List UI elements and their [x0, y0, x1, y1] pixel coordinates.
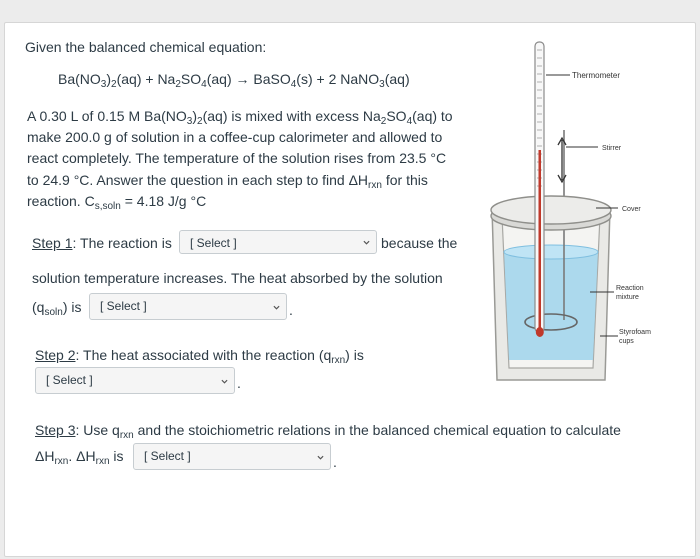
chevron-down-icon — [273, 304, 280, 311]
thermometer-mercury — [539, 150, 542, 330]
reaction-label-2: mixture — [616, 294, 639, 301]
step1-period: . — [289, 302, 293, 318]
select-value: [ Select ] — [144, 449, 191, 463]
step3-text: Step 3: Use $q_{rxn}$ and the stoichiometric relations in the balanced chemical equation to calculate — [35, 422, 621, 441]
problem-line-4: to 24.9 °C. Answer the question in each step to find $\Delta H_{rxn}$ for this — [27, 172, 428, 191]
cups-label-1: Styrofoam — [619, 329, 651, 336]
select-value: [ Select ] — [190, 236, 237, 250]
select-value: [ Select ] — [46, 373, 93, 387]
step1-reaction-type-select[interactable] — [179, 230, 377, 254]
cover-label: Cover — [622, 206, 641, 213]
cups-label-2: cups — [619, 338, 634, 345]
step3-period: . — [333, 454, 337, 470]
problem-line-5: reaction. $C_{s,soln} = 4.18$ J/g °C — [27, 193, 207, 212]
question-intro: Given the balanced chemical equation: — [25, 39, 267, 55]
cover-top — [491, 196, 611, 224]
step1-because: because the — [381, 235, 458, 251]
stirrer-label: Stirrer — [602, 145, 622, 152]
step2-period: . — [237, 375, 241, 391]
water-surface — [504, 245, 598, 259]
reaction-label-1: Reaction — [616, 285, 644, 292]
step2-qrxn-select[interactable] — [35, 367, 235, 394]
step3-dhrxn-select[interactable] — [133, 443, 331, 470]
problem-line-1: A 0.30 L of 0.15 M $Ba(NO_3)_2(aq)$ is mixed with excess $Na_2SO_4(aq)$ to — [27, 108, 453, 127]
balanced-equation: $Ba(NO_3)_2(aq) + Na_2SO_4(aq)$ → BaSO$_4$(s) + 2 NaNO$_3$(aq) — [58, 71, 410, 90]
problem-line-3: react completely. The temperature of the solution rises from 23.5 °C — [27, 150, 447, 166]
step2-text: Step 2: The heat associated with the reaction $(q_{rxn})$ is — [35, 347, 364, 366]
step1-line2: solution temperature increases. The heat absorbed by the solution — [32, 270, 443, 286]
chevron-down-icon — [317, 454, 324, 461]
step3-dh-label: $\Delta H_{rxn}$. $\Delta H_{rxn}$ is — [35, 448, 124, 467]
chevron-down-icon — [221, 378, 228, 385]
step1-qsoln-select[interactable] — [89, 293, 287, 320]
reaction-mixture — [504, 252, 598, 360]
thermometer-label: Thermometer — [572, 71, 621, 80]
step1-qsoln-label: $(q_{soln})$ is — [32, 299, 82, 318]
chevron-down-icon — [363, 239, 370, 246]
thermometer-bulb — [536, 327, 544, 337]
select-value: [ Select ] — [100, 299, 147, 313]
step1-text: Step 1: The reaction is — [32, 235, 172, 251]
problem-line-2: make 200.0 g of solution in a coffee-cup calorimeter and allowed to — [27, 129, 443, 145]
calorimeter-diagram — [478, 30, 688, 390]
